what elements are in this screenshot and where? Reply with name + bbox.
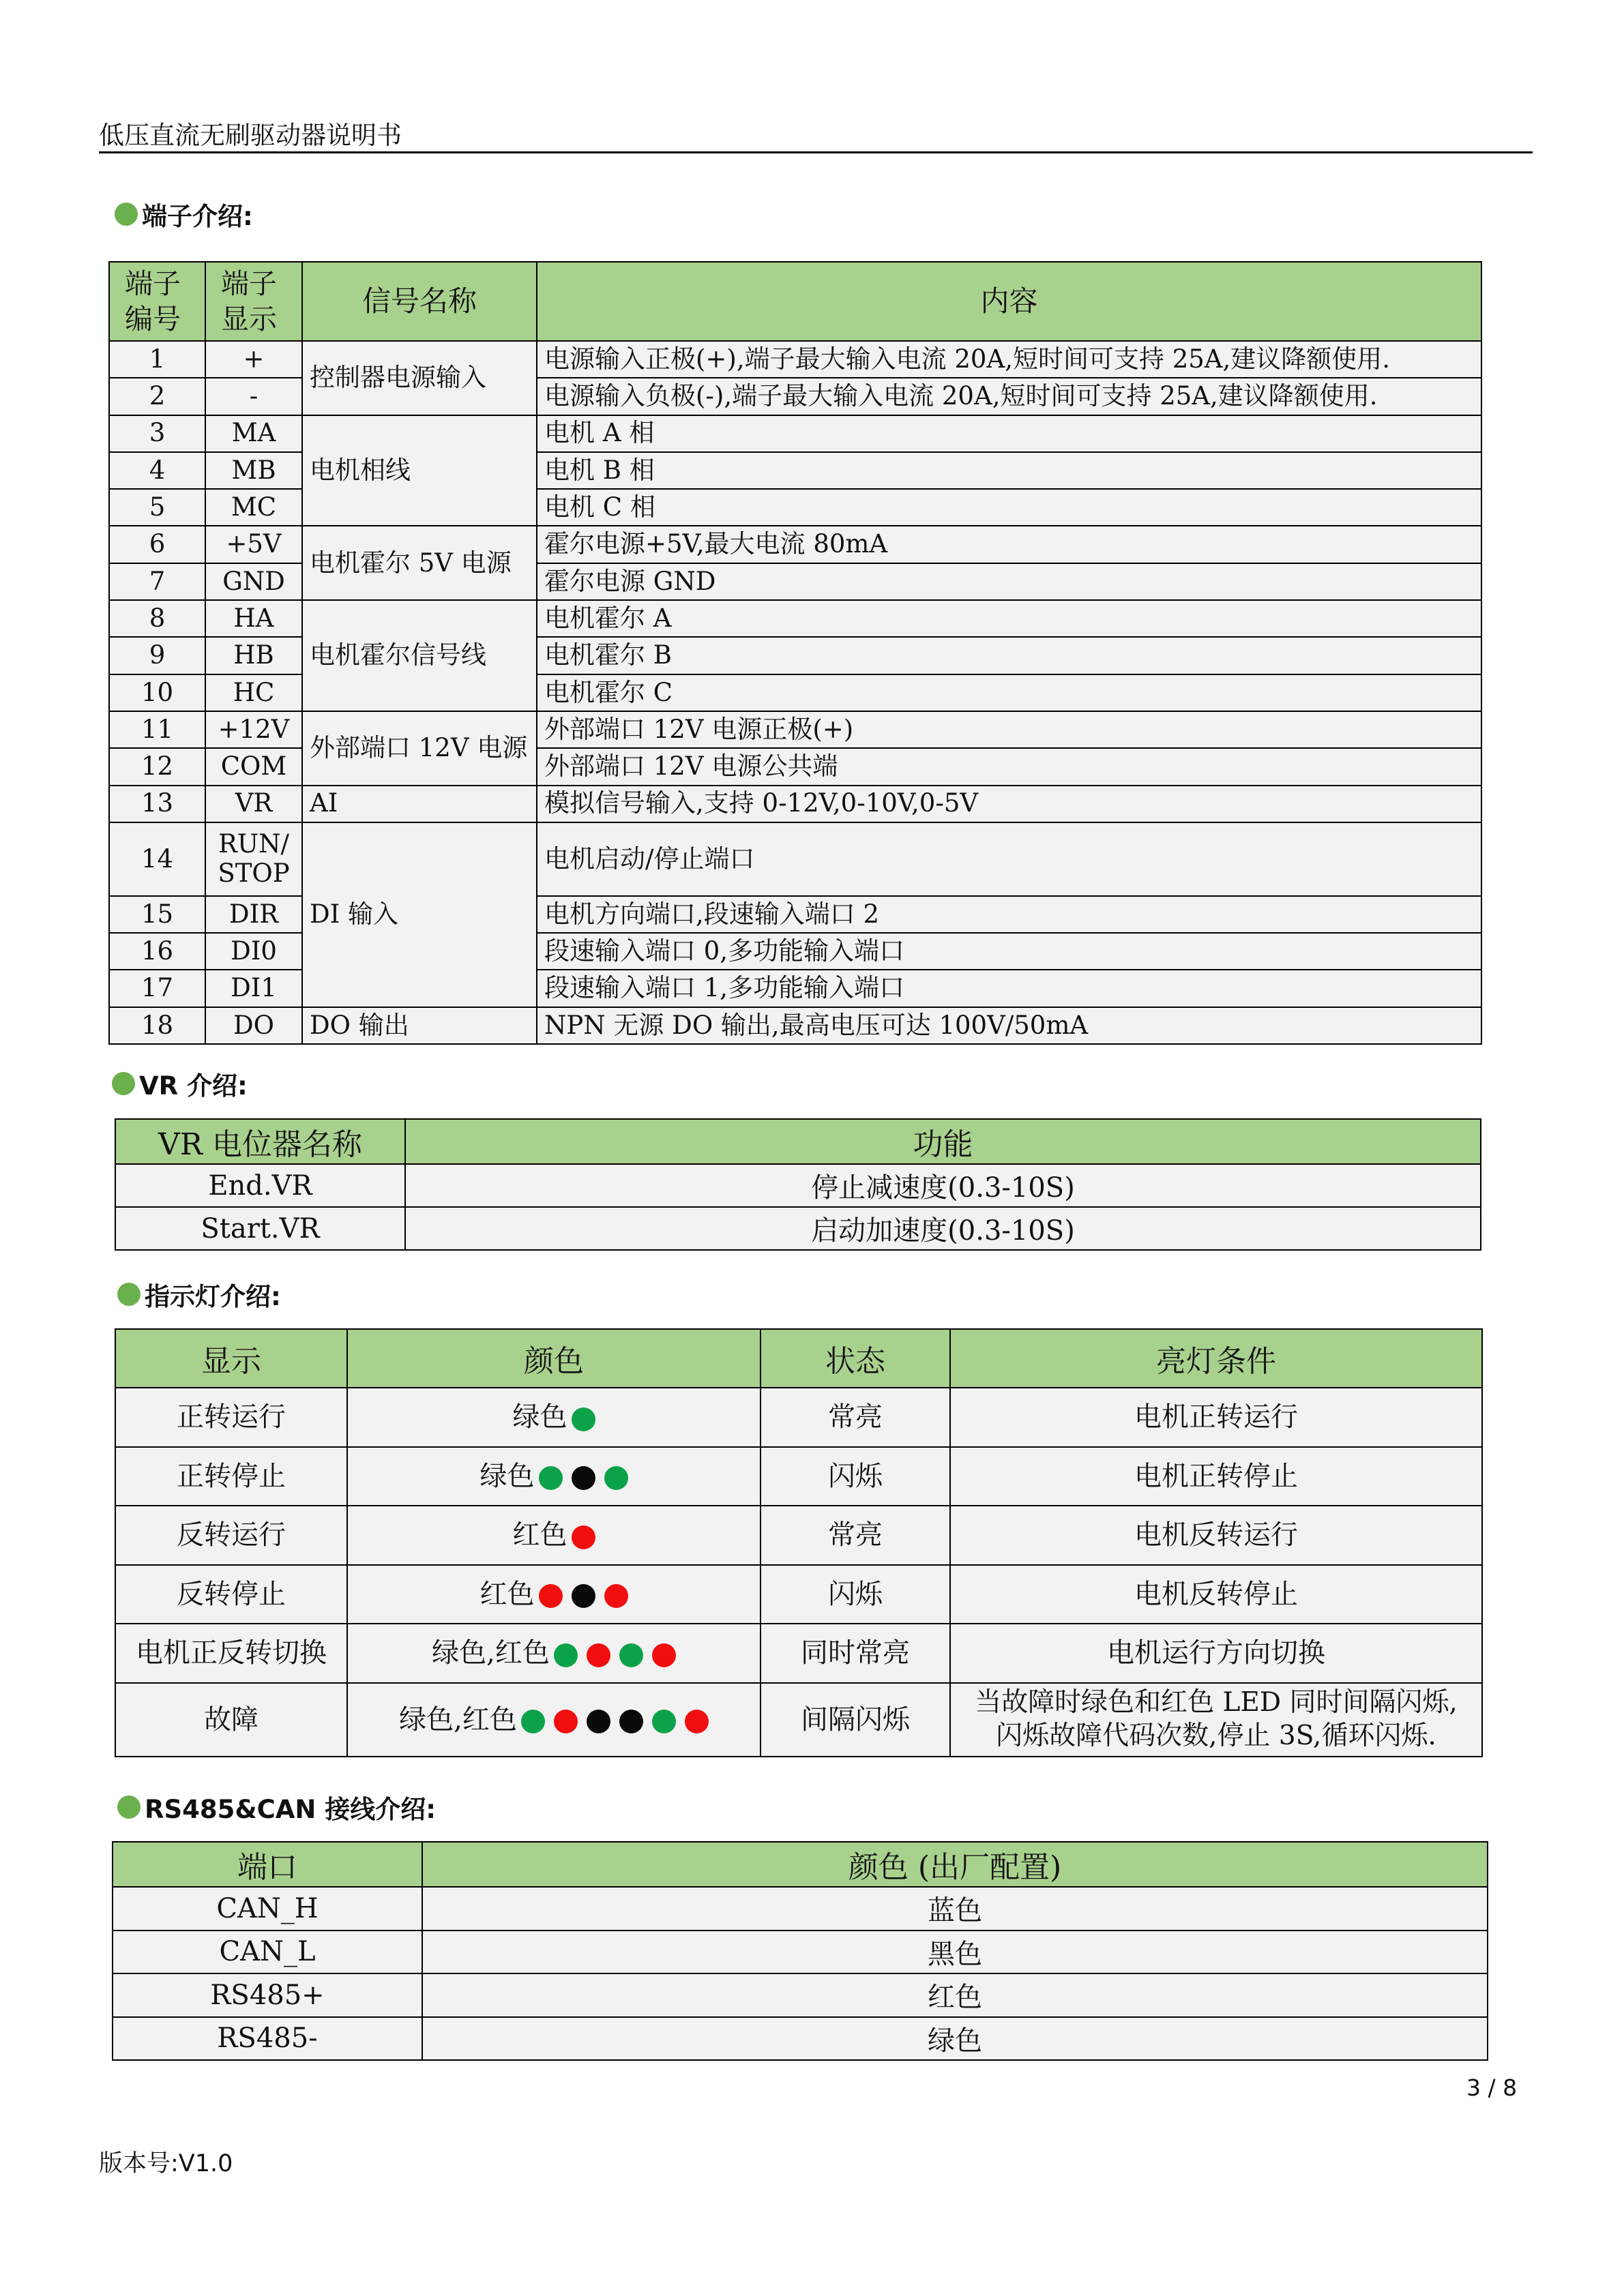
terminal-number-cell: 18 <box>109 1007 205 1044</box>
table-row <box>113 1887 1488 1930</box>
indicator-state-cell: 间隔闪烁 <box>761 1683 950 1757</box>
signal-name-cell: DI 输入 <box>302 822 537 1007</box>
color-text: 绿色,红色 <box>399 1703 517 1735</box>
led-black-icon <box>587 1710 610 1733</box>
terminal-number-cell: 12 <box>109 748 205 785</box>
indicator-state-cell: 闪烁 <box>761 1565 950 1624</box>
led-dots <box>567 1400 595 1434</box>
table-row <box>109 526 1481 563</box>
terminal-display-cell: +5V <box>205 526 302 563</box>
table-row <box>113 1930 1488 1974</box>
led-black-icon <box>572 1584 595 1608</box>
indicator-color-cell <box>347 1447 761 1506</box>
signal-name-cell: 控制器电源输入 <box>302 341 537 415</box>
led-black-icon <box>619 1710 643 1733</box>
color-wrap <box>480 1459 628 1493</box>
led-green-icon <box>539 1466 563 1490</box>
table-row <box>109 822 1481 896</box>
table-header-cell: 端子显示 <box>205 262 302 341</box>
indicator-color-cell <box>347 1506 761 1565</box>
table-row <box>115 1164 1481 1207</box>
terminal-display-cell: RUN/STOP <box>205 822 302 896</box>
signal-name-cell: DO 输出 <box>302 1007 537 1044</box>
led-dots <box>550 1636 676 1670</box>
table-row <box>109 711 1481 748</box>
indicator-state-cell: 同时常亮 <box>761 1624 950 1683</box>
indicator-condition-cell: 电机反转运行 <box>950 1506 1482 1565</box>
signal-name-cell: AI <box>302 786 537 822</box>
indicator-color-cell <box>347 1565 761 1624</box>
content-cell: 霍尔电源 GND <box>537 563 1481 600</box>
header-divider <box>99 151 1533 153</box>
table-row <box>115 1624 1482 1683</box>
terminal-number-cell: 8 <box>109 600 205 637</box>
content-cell: 电源输入正极(+),端子最大输入电流 20A,短时间可支持 25A,建议降额使用. <box>537 341 1481 378</box>
color-text: 绿色 <box>512 1401 567 1433</box>
led-red-icon <box>685 1710 709 1733</box>
section-title-text: 指示灯介绍: <box>145 1282 281 1311</box>
vr-table <box>115 1118 1481 1251</box>
table-row <box>109 600 1481 637</box>
content-cell: 外部端口 12V 电源正极(+) <box>537 711 1481 748</box>
led-green-icon <box>619 1643 643 1667</box>
table-row <box>115 1683 1482 1757</box>
page-number: 3 / 8 <box>1466 2074 1518 2101</box>
color-wrap <box>480 1577 628 1611</box>
terminal-number-cell: 13 <box>109 786 205 822</box>
table-row <box>109 1007 1481 1044</box>
signal-name-cell: 电机相线 <box>302 415 537 526</box>
indicator-display-cell: 反转停止 <box>115 1565 347 1624</box>
content-cell: 电机霍尔 C <box>537 674 1481 711</box>
indicator-color-cell <box>347 1388 761 1447</box>
terminal-display-cell: MB <box>205 452 302 489</box>
terminal-number-cell: 6 <box>109 526 205 563</box>
vr-function-cell: 启动加速度(0.3-10S) <box>405 1207 1481 1250</box>
terminal-display-cell: HC <box>205 674 302 711</box>
color-text: 红色 <box>512 1519 567 1551</box>
signal-name-cell: 电机霍尔 5V 电源 <box>302 526 537 600</box>
bullet-icon <box>117 1795 141 1819</box>
table-header-cell: VR 电位器名称 <box>115 1119 405 1164</box>
section-title-rs485-can <box>117 1789 436 1825</box>
terminal-number-cell: 5 <box>109 489 205 526</box>
terminal-table <box>108 261 1482 1045</box>
table-row <box>113 1973 1488 2017</box>
content-cell: 电机霍尔 A <box>537 600 1481 637</box>
terminal-display-cell: VR <box>205 786 302 822</box>
terminal-display-cell: MA <box>205 415 302 452</box>
indicator-display-cell: 正转停止 <box>115 1447 347 1506</box>
led-dots <box>535 1459 628 1493</box>
indicator-state-cell: 常亮 <box>761 1388 950 1447</box>
indicator-condition-cell: 电机反转停止 <box>950 1565 1482 1624</box>
table-row <box>115 1447 1482 1506</box>
terminal-display-cell: DI0 <box>205 933 302 970</box>
content-cell: 电机 A 相 <box>537 415 1481 452</box>
table-header-cell: 端子编号 <box>109 262 205 341</box>
indicator-table <box>115 1328 1483 1757</box>
led-red-icon <box>604 1584 628 1608</box>
section-title-text: 端子介绍: <box>142 202 253 231</box>
terminal-number-cell: 11 <box>109 711 205 748</box>
indicator-display-cell: 故障 <box>115 1683 347 1757</box>
led-red-icon <box>539 1584 563 1608</box>
table-header-cell: 颜色 (出厂配置) <box>422 1842 1488 1887</box>
terminal-display-cell: - <box>205 378 302 415</box>
indicator-display-cell: 正转运行 <box>115 1388 347 1447</box>
indicator-condition-cell: 电机正转运行 <box>950 1388 1482 1447</box>
indicator-condition-cell: 电机正转停止 <box>950 1447 1482 1506</box>
terminal-number-cell: 15 <box>109 896 205 933</box>
terminal-number-cell: 1 <box>109 341 205 378</box>
content-cell: 电机 B 相 <box>537 452 1481 489</box>
section-title-indicators <box>117 1276 281 1313</box>
led-green-icon <box>521 1710 545 1733</box>
color-wrap <box>432 1636 676 1670</box>
led-red-icon <box>572 1525 595 1549</box>
terminal-display-cell: DI1 <box>205 970 302 1007</box>
content-cell: 电机霍尔 B <box>537 637 1481 674</box>
version-label: 版本号:V1.0 <box>99 2150 233 2177</box>
indicator-display-cell: 反转运行 <box>115 1506 347 1565</box>
table-header-cell: 信号名称 <box>302 262 537 341</box>
table-row <box>109 415 1481 452</box>
signal-name-cell: 电机霍尔信号线 <box>302 600 537 711</box>
vr-name-cell: Start.VR <box>115 1207 405 1250</box>
indicator-display-cell: 电机正反转切换 <box>115 1624 347 1683</box>
section-title-text: VR 介绍: <box>139 1071 248 1101</box>
color-text: 绿色 <box>479 1460 535 1492</box>
bullet-icon <box>115 203 138 226</box>
table-header-cell: 内容 <box>537 262 1481 341</box>
port-cell: CAN_L <box>113 1930 422 1974</box>
port-cell: RS485- <box>113 2017 422 2061</box>
vr-name-cell: End.VR <box>115 1164 405 1207</box>
wire-color-cell: 绿色 <box>422 2017 1488 2061</box>
wire-color-cell: 黑色 <box>422 1930 1488 1974</box>
terminal-number-cell: 14 <box>109 822 205 896</box>
terminal-number-cell: 7 <box>109 563 205 600</box>
color-wrap <box>513 1400 595 1434</box>
terminal-display-cell: + <box>205 341 302 378</box>
signal-name-cell: 外部端口 12V 电源 <box>302 711 537 786</box>
section-title-vr <box>112 1065 248 1102</box>
content-cell: 电机启动/停止端口 <box>537 822 1481 896</box>
section-title-text: RS485&CAN 接线介绍: <box>145 1795 437 1824</box>
led-green-icon <box>554 1643 578 1667</box>
table-header-cell: 端口 <box>113 1842 422 1887</box>
led-dots <box>567 1518 595 1552</box>
port-cell: CAN_H <box>113 1887 422 1930</box>
wire-color-cell: 红色 <box>422 1973 1488 2017</box>
wire-color-cell: 蓝色 <box>422 1887 1488 1930</box>
table-row <box>109 341 1481 378</box>
terminal-display-cell: HB <box>205 637 302 674</box>
document-header-title: 低压直流无刷驱动器说明书 <box>99 121 402 150</box>
color-wrap <box>399 1703 709 1737</box>
port-cell: RS485+ <box>113 1973 422 2017</box>
indicator-condition-cell: 电机运行方向切换 <box>950 1624 1482 1683</box>
terminal-number-cell: 3 <box>109 415 205 452</box>
content-cell: NPN 无源 DO 输出,最高电压可达 100V/50mA <box>537 1007 1481 1044</box>
indicator-condition-cell: 当故障时绿色和红色 LED 同时间隔闪烁,闪烁故障代码次数,停止 3S,循环闪烁. <box>950 1683 1482 1757</box>
table-header-cell: 功能 <box>405 1119 1481 1164</box>
indicator-state-cell: 闪烁 <box>761 1447 950 1506</box>
table-row <box>109 786 1481 822</box>
indicator-color-cell <box>347 1624 761 1683</box>
led-red-icon <box>587 1643 610 1667</box>
section-title-terminals <box>115 196 253 233</box>
terminal-display-cell: MC <box>205 489 302 526</box>
led-red-icon <box>554 1710 578 1733</box>
content-cell: 段速输入端口 1,多功能输入端口 <box>537 970 1481 1007</box>
led-dots <box>517 1703 709 1737</box>
terminal-display-cell: HA <box>205 600 302 637</box>
led-black-icon <box>572 1466 595 1490</box>
bullet-icon <box>112 1072 135 1095</box>
vr-function-cell: 停止减速度(0.3-10S) <box>405 1164 1481 1207</box>
terminal-number-cell: 10 <box>109 674 205 711</box>
content-cell: 模拟信号输入,支持 0-12V,0-10V,0-5V <box>537 786 1481 822</box>
content-cell: 外部端口 12V 电源公共端 <box>537 748 1481 785</box>
led-red-icon <box>652 1643 676 1667</box>
terminal-display-cell: DO <box>205 1007 302 1044</box>
indicator-color-cell <box>347 1683 761 1757</box>
table-header-cell: 显示 <box>115 1329 347 1388</box>
terminal-number-cell: 16 <box>109 933 205 970</box>
content-cell: 电源输入负极(-),端子最大输入电流 20A,短时间可支持 25A,建议降额使用. <box>537 378 1481 415</box>
content-cell: 段速输入端口 0,多功能输入端口 <box>537 933 1481 970</box>
wiring-table <box>112 1841 1488 2061</box>
led-green-icon <box>604 1466 628 1490</box>
table-row <box>115 1506 1482 1565</box>
table-header-cell: 颜色 <box>347 1329 761 1388</box>
color-text: 红色 <box>479 1578 535 1610</box>
terminal-display-cell: GND <box>205 563 302 600</box>
table-row <box>115 1388 1482 1447</box>
terminal-number-cell: 4 <box>109 452 205 489</box>
color-text: 绿色,红色 <box>432 1637 550 1669</box>
led-green-icon <box>652 1710 676 1733</box>
color-wrap <box>513 1518 595 1552</box>
content-cell: 电机方向端口,段速输入端口 2 <box>537 896 1481 933</box>
terminal-number-cell: 17 <box>109 970 205 1007</box>
table-row <box>115 1565 1482 1624</box>
led-dots <box>535 1577 628 1611</box>
content-cell: 霍尔电源+5V,最大电流 80mA <box>537 526 1481 563</box>
bullet-icon <box>117 1283 141 1306</box>
terminal-number-cell: 2 <box>109 378 205 415</box>
table-header-cell: 亮灯条件 <box>950 1329 1482 1388</box>
table-header-cell: 状态 <box>761 1329 950 1388</box>
content-cell: 电机 C 相 <box>537 489 1481 526</box>
terminal-display-cell: +12V <box>205 711 302 748</box>
terminal-display-cell: COM <box>205 748 302 785</box>
indicator-state-cell: 常亮 <box>761 1506 950 1565</box>
led-green-icon <box>572 1407 595 1431</box>
terminal-number-cell: 9 <box>109 637 205 674</box>
table-row <box>115 1207 1481 1250</box>
terminal-display-cell: DIR <box>205 896 302 933</box>
table-row <box>113 2017 1488 2061</box>
